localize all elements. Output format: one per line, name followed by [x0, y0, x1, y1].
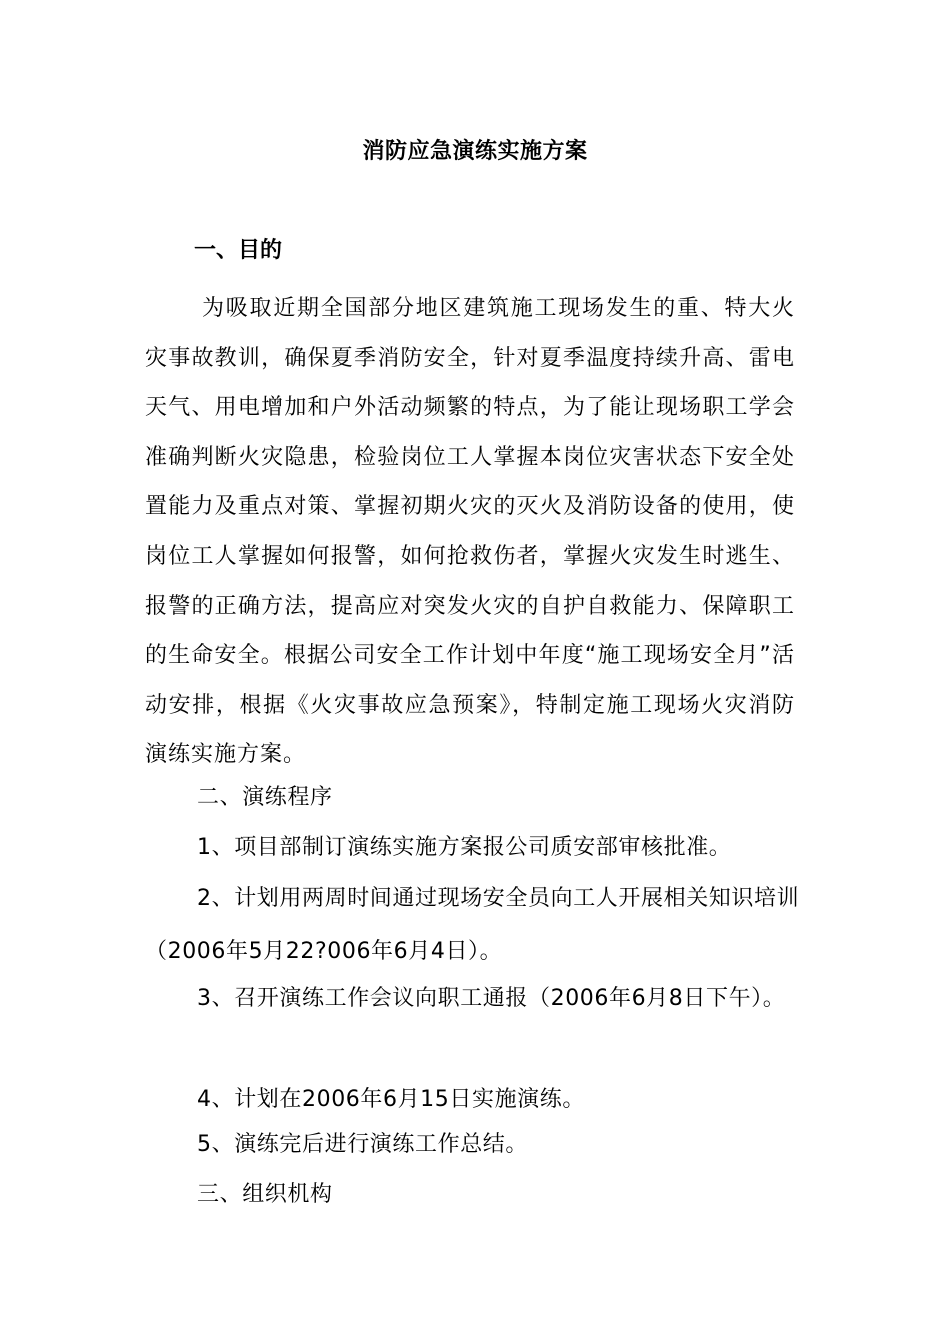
purpose-paragraph: 为吸取近期全国部分地区建筑施工现场发生的重、特大火灾事故教训，确保夏季消防安全，针对夏季温度持续升高、雷电天气、用电增加和户外活动频繁的特点，为了能让现场职工学会准确判断火灾隐患，检验岗位工人掌握本岗位灾害状态下安全处置能力及重点对策、掌握初期火灾的灭火及消防设备的使用，使岗位工人掌握如何报警，如何抢救伤者，掌握火灾发生时逃生、报警的正确方法，提高应对突发火灾的自护自救能力、保障职工的生命安全。根据公司安全工作计划中年度“施工现场安全月”活动安排，根据《火灾事故应急预案》，特制定施工现场火灾消防演练实施方案。	[145, 296, 795, 768]
document-title: 消防应急演练实施方案	[362, 139, 588, 164]
section-heading-organization: 三、组织机构	[197, 1182, 333, 1207]
section-heading-procedure: 二、演练程序	[197, 785, 333, 810]
procedure-step-4: 4、计划在2006年6月15日实施演练。	[197, 1087, 585, 1112]
section-heading-purpose: 一、目的	[194, 238, 283, 263]
procedure-step-1: 1、项目部制订演练实施方案报公司质安部审核批准。	[197, 835, 732, 860]
procedure-step-5: 5、演练完后进行演练工作总结。	[197, 1132, 528, 1157]
procedure-step-3: 3、召开演练工作会议向职工通报（2006年6月8日下午）。	[197, 986, 786, 1011]
procedure-step-2: 2、计划用两周时间通过现场安全员向工人开展相关知识培训（2006年5月22?006年6月4日）。	[145, 886, 800, 964]
